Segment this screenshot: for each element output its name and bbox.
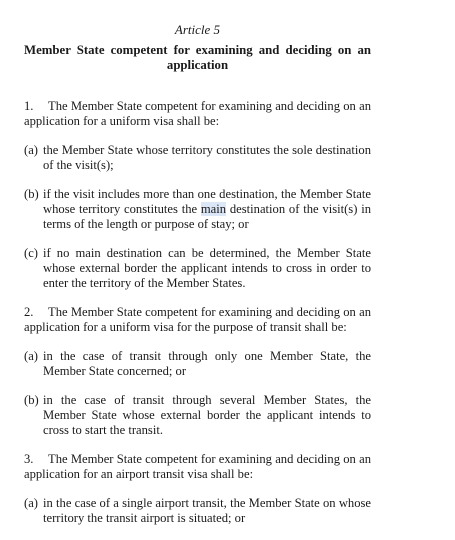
paragraph-3	[24, 452, 371, 482]
article-number: Article 5	[174, 22, 221, 37]
paragraph-number: 1.	[24, 99, 34, 113]
item-text: in the case of transit through several Member States, the Member State whose external border the applicant intends to cross to start the transit.	[43, 393, 371, 437]
paragraph-number: 3.	[24, 452, 34, 466]
item-text: in the case of transit through only one Member State, the Member State concerned; or	[43, 349, 371, 378]
list-item-1a	[24, 143, 371, 173]
list-item-1b	[24, 187, 371, 232]
selected-word-highlight[interactable]: main	[200, 202, 227, 216]
paragraph-2	[24, 305, 371, 335]
item-label: (b)	[24, 187, 39, 201]
paragraph-1	[24, 99, 371, 129]
item-text-after: destination of the visit(s) in terms of the length or purpose of stay; or	[43, 202, 371, 231]
item-label: (a)	[24, 496, 38, 510]
item-text: the Member State whose territory constitutes the sole destination of the visit(s);	[43, 143, 371, 172]
article-title: Member State competent for examining and deciding on an application	[24, 43, 371, 72]
list-item-2b	[24, 393, 371, 438]
document-page	[24, 22, 371, 540]
item-text-before: if the visit includes more than one destination, the Member State whose territory constitutes the	[43, 187, 371, 216]
paragraph-text: The Member State competent for examining and deciding on an application for an airport transit visa shall be:	[24, 452, 371, 481]
item-label: (a)	[24, 349, 38, 363]
list-item-2a	[24, 349, 371, 379]
item-text: if no main destination can be determined, the Member State whose external border the applicant intends to cross in order to enter the territory of the Member States.	[43, 246, 371, 290]
list-item-1c	[24, 246, 371, 291]
paragraph-text: The Member State competent for examining and deciding on an application for a uniform visa for the purpose of transit shall be:	[24, 305, 371, 334]
item-label: (b)	[24, 393, 39, 407]
paragraph-text: The Member State competent for examining and deciding on an application for a uniform visa shall be:	[24, 99, 371, 128]
paragraph-number: 2.	[24, 305, 34, 319]
item-label: (c)	[24, 246, 38, 260]
list-item-3a	[24, 496, 371, 526]
item-text: in the case of a single airport transit, the Member State on whose territory the transit airport is situated; or	[43, 496, 371, 525]
item-label: (a)	[24, 143, 38, 157]
